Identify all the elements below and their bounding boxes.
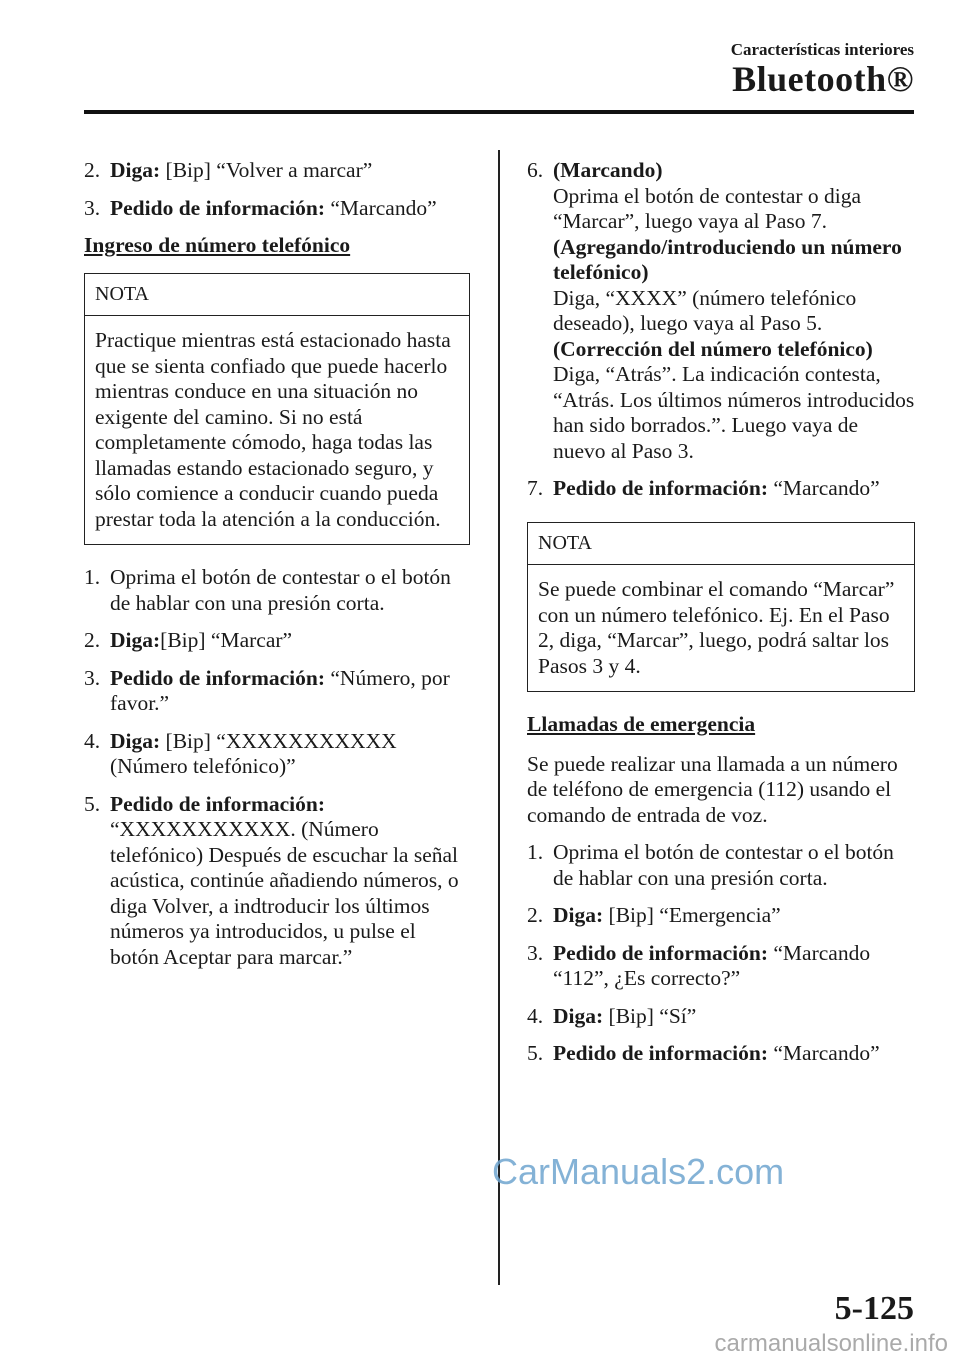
step-text: “Marcando” xyxy=(768,476,880,500)
page-title: Bluetooth® xyxy=(732,59,914,99)
phone-step-3 xyxy=(84,666,470,717)
section-label: Características interiores xyxy=(730,40,914,59)
redial-step-2 xyxy=(84,158,470,184)
step-text: [Bip] “XXXXXXXXXXX (Número telefónico)” xyxy=(110,728,397,778)
step-number: 2. xyxy=(527,903,544,927)
step-number: 4. xyxy=(84,728,101,753)
step-text: Oprima el botón de contestar o el botón de hablar con una presión corta. xyxy=(553,840,894,890)
option-text-adding: Diga, “XXXX” (número telefónico deseado), luego vaya al Paso 5. xyxy=(553,285,857,335)
emergency-intro: Se puede realizar una llamada a un número de teléfono de emergencia (112) usando el comando de entrada de voz. xyxy=(527,751,898,827)
header-rule xyxy=(84,110,914,114)
step-text: [Bip] “Volver a marcar” xyxy=(160,158,373,182)
watermark-footer: carmanualsonline.info xyxy=(714,1330,948,1357)
left-column xyxy=(84,158,470,982)
phone-step-7 xyxy=(527,476,915,502)
emergency-step-1 xyxy=(527,840,915,891)
emergency-step-2 xyxy=(527,903,915,929)
step-text: Oprima el botón de contestar o el botón de hablar con una presión corta. xyxy=(110,565,451,615)
step-number: 2. xyxy=(84,158,101,182)
step-label: Pedido de información: xyxy=(110,791,325,816)
step-number: 1. xyxy=(84,565,101,589)
phone-step-5 xyxy=(84,792,470,971)
step-label: Diga: xyxy=(553,903,604,927)
step-label: Pedido de información: xyxy=(110,665,325,690)
section-heading-emergency: Llamadas de emergencia xyxy=(527,712,756,736)
step-label: Pedido de información: xyxy=(553,476,768,500)
section-heading-phone-entry: Ingreso de número telefónico xyxy=(84,233,351,257)
step-text: “Marcando” xyxy=(768,1041,880,1065)
step-number: 3. xyxy=(84,195,101,220)
option-text-dialing: Oprima el botón de contestar o diga “Marcar”, luego vaya al Paso 7. xyxy=(553,183,862,233)
step-text: [Bip] “Emergencia” xyxy=(603,903,781,927)
step-number: 4. xyxy=(527,1003,544,1028)
step-number: 1. xyxy=(527,840,544,864)
column-divider xyxy=(498,150,500,1285)
emergency-step-5 xyxy=(527,1041,915,1067)
right-column xyxy=(527,158,915,1079)
step-number: 5. xyxy=(84,791,101,816)
step-number: 6. xyxy=(527,158,544,182)
step-label: Pedido de información: xyxy=(553,1041,768,1065)
step-label: Diga: xyxy=(110,158,161,182)
note-title: NOTA xyxy=(85,274,469,317)
option-text-correction: Diga, “Atrás”. La indicación contesta, “Atrás. Los últimos números introducidos han sido borrados.”. Luego vaya de nuevo al Paso 3. xyxy=(553,362,915,463)
watermark-overlay: CarManuals2.com xyxy=(492,1151,785,1192)
note-text: Se puede combinar el comando “Marcar” con un número telefónico. Ej. En el Paso 2, diga, “Marcar”, luego, podrá saltar los Pasos 3 y 4. xyxy=(538,577,895,678)
phone-step-2 xyxy=(84,628,470,654)
step-text: [Bip] “Sí” xyxy=(603,1003,697,1028)
emergency-step-4 xyxy=(527,1004,915,1030)
step-label: Pedido de información: xyxy=(553,940,768,965)
step-label: Diga: xyxy=(110,728,161,753)
phone-step-4 xyxy=(84,729,470,780)
step-text: “Marcando” xyxy=(325,195,437,220)
option-heading-dialing: (Marcando) xyxy=(553,158,663,182)
step-label: Diga: xyxy=(553,1003,604,1028)
note-box xyxy=(84,273,470,546)
redial-step-3 xyxy=(84,196,470,222)
step-number: 3. xyxy=(84,665,101,690)
step-number: 3. xyxy=(527,940,544,965)
option-heading-correction: (Corrección del número telefónico) xyxy=(553,336,873,361)
option-heading-adding: (Agregando/introduciendo un número telefónico) xyxy=(553,234,902,284)
page-number: 5-125 xyxy=(834,1290,914,1327)
note-title: NOTA xyxy=(528,523,914,566)
step-label: Diga: xyxy=(110,628,161,652)
step-text: [Bip] “Marcar” xyxy=(160,628,293,652)
phone-step-6 xyxy=(527,158,915,464)
step-text: “XXXXXXXXXXX. (Número telefónico) Después de escuchar la señal acústica, continúe añadiendo números, o diga Volver, a indtroducir los últimos números ya introducidos, u pulse el botón Aceptar para marcar.” xyxy=(110,817,459,969)
step-label: Pedido de información: xyxy=(110,195,325,220)
emergency-step-3 xyxy=(527,941,915,992)
note-text: Practique mientras está estacionado hasta que se sienta confiado que puede hacerlo mientras conduce en una situación no exigente del camino. Si no está completamente cómodo, haga todas las llamadas estando estacionado seguro, y sólo comience a conducir cuando pueda prestar toda la atención a la conducción. xyxy=(95,328,451,531)
step-number: 7. xyxy=(527,476,544,500)
step-number: 5. xyxy=(527,1041,544,1065)
note-box xyxy=(527,522,915,693)
phone-step-1 xyxy=(84,565,470,616)
step-text: “Número, por favor.” xyxy=(110,665,450,715)
step-text: “Marcando “112”, ¿Es correcto?” xyxy=(553,940,871,990)
step-number: 2. xyxy=(84,628,101,652)
